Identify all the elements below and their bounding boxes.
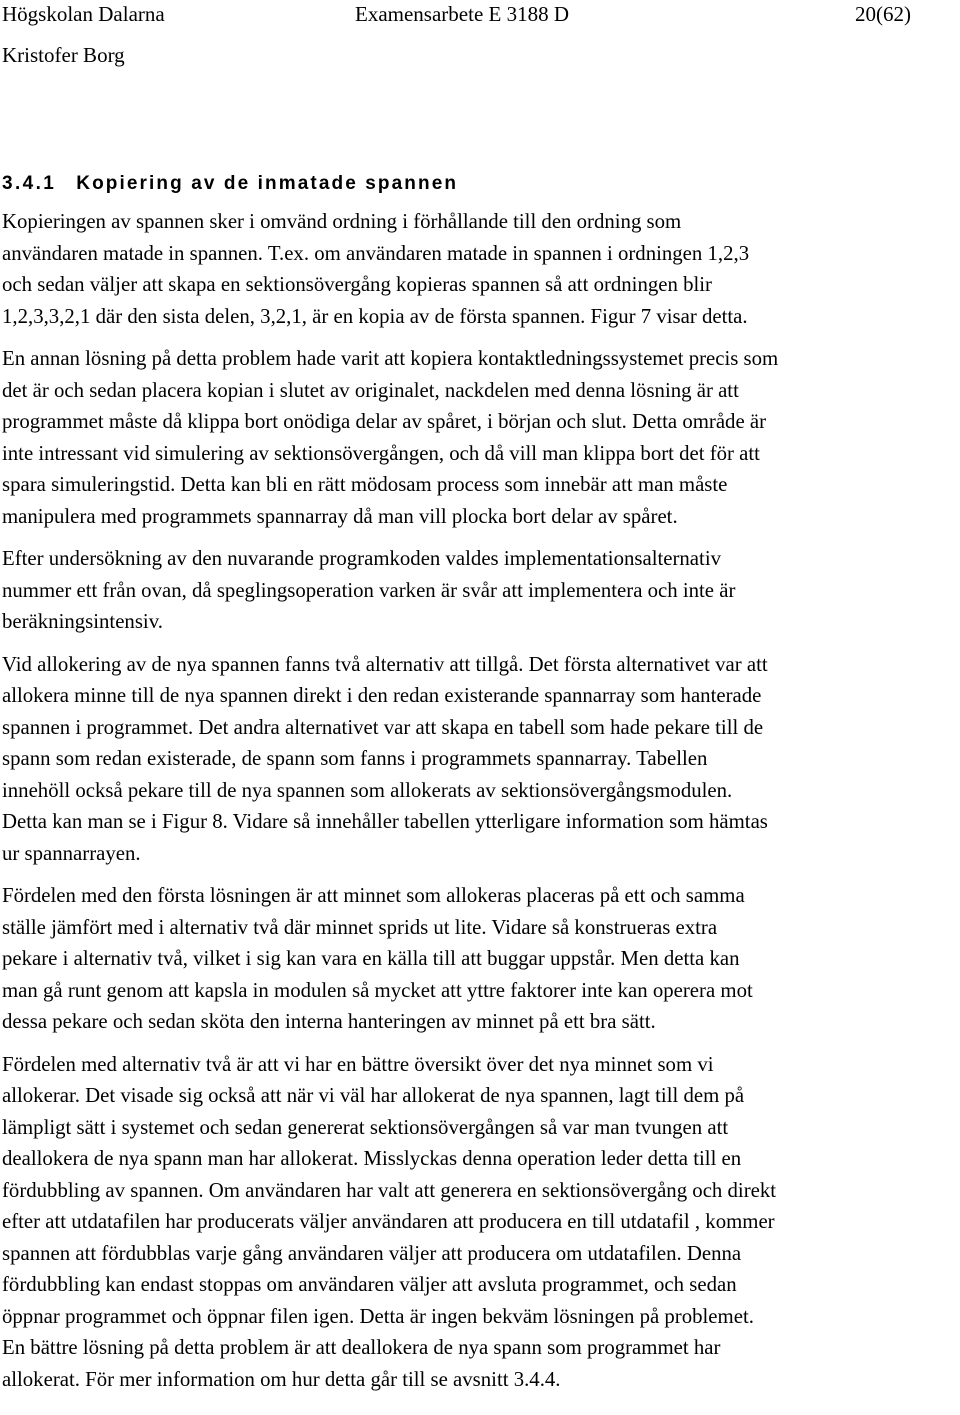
text-line: allokerat. För mer information om hur detta går till se avsnitt 3.4.4. (2, 1367, 561, 1391)
text-line: och sedan väljer att skapa en sektionsövergång kopieras spannen så att ordningen blir (2, 273, 712, 296)
text-line: Vid allokering av de nya spannen fanns två alternativ att tillgå. Det första alternativet var att (2, 652, 768, 676)
section-heading (2, 172, 458, 196)
text-line: nummer ett från ovan, då speglingsoperation varken är svår att implementera och inte är (2, 578, 736, 602)
header-author: Kristofer Borg (2, 43, 125, 67)
paragraph (2, 1049, 958, 1396)
text-line: spannen i programmet. Det andra alternativet var att skapa en tabell som hade pekare till de (2, 715, 764, 739)
paragraph (2, 649, 958, 870)
text-line: En bättre lösning på detta problem är att deallokera de nya spann som programmet har (2, 1336, 721, 1359)
text-line: pekare i alternativ två, vilket i sig kan vara en källa till att buggar uppstår. Men detta kan (2, 947, 740, 970)
text-line: allokera minne till de nya spannen direkt i den redan existerande spannarray som hanterade (2, 684, 762, 707)
text-line: spara simuleringstid. Detta kan bli en rätt mödosam process som innebär att man måste (2, 473, 728, 496)
section-number: 3.4.1 (2, 173, 57, 194)
paragraph (2, 543, 958, 638)
text-line: öppnar programmet och öppnar filen igen. Detta är ingen bekväm lösningen på problemet. (2, 1304, 754, 1328)
text-line: användaren matade in spannen. T.ex. om användaren matade in spannen i ordningen 1,2,3 (2, 241, 750, 265)
text-line: man gå runt genom att kapsla in modulen så mycket att yttre faktorer inte kan operera mot (2, 978, 753, 1002)
text-line: 1,2,3,3,2,1 där den sista delen, 3,2,1, är en kopia av de första spannen. Figur 7 visar detta. (2, 304, 748, 328)
text-line: det är och sedan placera kopian i slutet av originalet, nackdelen med denna lösning är att (2, 378, 739, 402)
header-document-title: Examensarbete E 3188 D (355, 2, 570, 26)
header-page-number: 20(62) (855, 2, 911, 26)
text-line: deallokera de nya spann man har allokerat. Misslyckas denna operation leder detta till en (2, 1147, 742, 1170)
text-line: Detta kan man se i Figur 8. Vidare så innehåller tabellen ytterligare information som hämtas (2, 810, 768, 833)
text-line: fördubbling kan endast stoppas om användaren väljer att avsluta programmet, och sedan (2, 1273, 737, 1296)
text-line: ställe jämfört med i alternativ två där minnet sprids ut lite. Vidare så konstrueras extra (2, 915, 718, 939)
text-line: spann som redan existerade, de spann som fanns i programmets spannarray. Tabellen (2, 747, 708, 770)
paragraph (2, 880, 958, 1038)
text-line: fördubbling av spannen. Om användaren har valt att generera en sektionsövergång och direkt (2, 1178, 777, 1202)
text-line: manipulera med programmets spannarray då man vill plocka bort delar av spåret. (2, 504, 678, 528)
text-line: Kopieringen av spannen sker i omvänd ordning i förhållande till den ordning som (2, 210, 682, 233)
text-line: efter att utdatafilen har producerats väljer användaren att producera en till utdatafil , kommer (2, 1210, 775, 1233)
text-line: dessa pekare och sedan sköta den interna hanteringen av minnet på ett bra sätt. (2, 1010, 656, 1033)
section-title: Kopiering av de inmatade spannen (76, 173, 459, 194)
text-line: programmet måste då klippa bort onödiga delar av spåret, i början och slut. Detta område är (2, 410, 767, 433)
text-line: En annan lösning på detta problem hade varit att kopiera kontaktledningssystemet precis som (2, 347, 779, 370)
text-line: Fördelen med alternativ två är att vi har en bättre översikt över det nya minnet som vi (2, 1052, 714, 1076)
text-line: Efter undersökning av den nuvarande programkoden valdes implementationsalternativ (2, 547, 721, 570)
paragraph (2, 343, 958, 532)
text-line: Fördelen med den första lösningen är att minnet som allokeras placeras på ett och samma (2, 884, 745, 907)
text-line: beräkningsintensiv. (2, 610, 163, 633)
body-text (2, 206, 958, 1406)
text-line: spannen att fördubblas varje gång användaren väljer att producera om utdatafilen. Denna (2, 1241, 742, 1265)
header-institution: Högskolan Dalarna (2, 2, 165, 26)
text-line: innehöll också pekare till de nya spannen som allokerats av sektionsövergångsmodulen. (2, 778, 733, 802)
paragraph (2, 206, 958, 332)
text-line: ur spannarrayen. (2, 841, 141, 865)
text-line: allokerar. Det visade sig också att när vi väl har allokerat de nya spannen, lagt till dem på (2, 1084, 745, 1107)
text-line: inte intressant vid simulering av sektionsövergången, och då vill man klippa bort det för att (2, 441, 760, 465)
text-line: lämpligt sätt i systemet och sedan genererat sektionsövergången så var man tvungen att (2, 1115, 729, 1139)
